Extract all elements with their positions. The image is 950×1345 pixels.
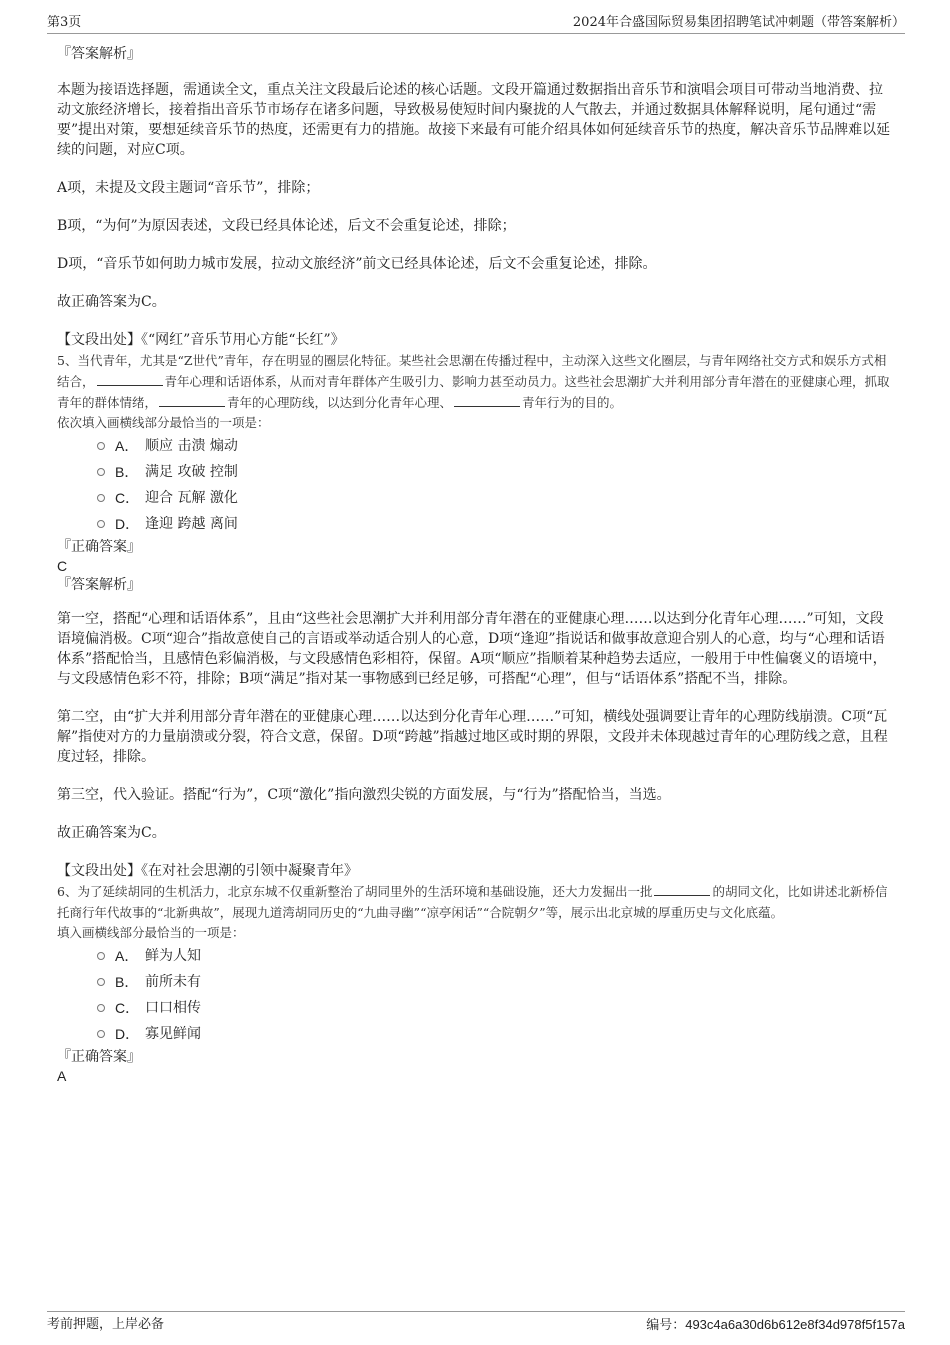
q5-stem-part: 5、当代青年，尤其是“Z世代”青年，存在明显的圈层化特征。某些社会思潮在传播过程中，主动深入这些文化圈层，与青年网络社交方式和娱乐方式相结合， (57, 353, 887, 389)
q5-option-a[interactable] (97, 433, 893, 459)
q5-option-d[interactable] (97, 511, 893, 537)
q6-option-b[interactable] (97, 969, 893, 995)
option-text: 顺应 击溃 煽动 (145, 438, 238, 454)
q6-instruction: 填入画横线部分最恰当的一项是： (57, 925, 245, 940)
q6-option-d[interactable] (97, 1021, 893, 1047)
q6-option-a[interactable] (97, 943, 893, 969)
page-content (57, 44, 893, 1085)
document-id: 编号：493c4a6a30d6b612e8f34d978f5f157a (646, 1317, 905, 1332)
radio-icon[interactable] (97, 442, 105, 450)
q5-option-c[interactable] (97, 485, 893, 511)
q6-stem-part: 6、为了延续胡同的生机活力，北京东城不仅重新整治了胡同里外的生活环境和基础设施，还大力发掘出一批 (57, 884, 653, 899)
option-text: 前所未有 (145, 974, 201, 990)
radio-icon[interactable] (97, 952, 105, 960)
q5-analysis-label: 『答案解析』 (57, 577, 141, 593)
q4-analysis-label: 『答案解析』 (57, 46, 141, 62)
q6-option-c[interactable] (97, 995, 893, 1021)
q5-instruction: 依次填入画横线部分最恰当的一项是： (57, 415, 270, 430)
page-header (47, 14, 905, 34)
option-text: 寡见鲜闻 (145, 1026, 201, 1042)
q5-answer: C (57, 558, 68, 574)
option-text: 迎合 瓦解 激化 (145, 490, 238, 506)
q5-conclusion: 故正确答案为C。 (57, 825, 166, 841)
q6-answer: A (57, 1068, 67, 1084)
option-letter: B． (115, 464, 139, 480)
page-number: 第3页 (47, 15, 82, 30)
q4-source: 【文段出处】《“网红”音乐节用心方能“长红”》 (57, 332, 345, 348)
option-letter: C． (115, 490, 140, 506)
option-text: 满足 攻破 控制 (145, 464, 238, 480)
option-letter: B． (115, 974, 139, 990)
q5-stem-part: 青年行为的目的。 (522, 395, 623, 410)
q5-option-b[interactable] (97, 459, 893, 485)
option-letter: D． (115, 1026, 140, 1042)
radio-icon[interactable] (97, 978, 105, 986)
option-text: 口口相传 (145, 1000, 201, 1016)
option-text: 鲜为人知 (145, 948, 201, 964)
radio-icon[interactable] (97, 1004, 105, 1012)
blank-line (97, 372, 163, 386)
q5-stem-part: 青年心理和话语体系，从而对青年群体产生吸引力、影响力甚至动员力。这些社会思潮扩大并利用部分青年潜在的亚健康心理，抓取青年的群体情绪， (57, 374, 890, 410)
radio-icon[interactable] (97, 1030, 105, 1038)
q6-options (57, 943, 893, 1047)
radio-icon[interactable] (97, 520, 105, 528)
q6-answer-label: 『正确答案』 (57, 1049, 141, 1065)
q5-answer-label: 『正确答案』 (57, 539, 141, 555)
q5-stem (57, 350, 893, 413)
q5-source: 【文段出处】《在对社会思潮的引领中凝聚青年》 (57, 863, 358, 879)
blank-line (654, 882, 710, 896)
q5-analysis-third-blank: 第三空，代入验证。搭配“行为”，C项“激化”指向激烈尖锐的方面发展，与“行为”搭配恰当，当选。 (57, 787, 671, 803)
q4-analysis-option-d: D项，“音乐节如何助力城市发展，拉动文旅经济”前文已经具体论述，后文不会重复论述，排除。 (57, 256, 657, 272)
q4-analysis-paragraph: 本题为接语选择题，需通读全文，重点关注文段最后论述的核心话题。文段开篇通过数据指出音乐节和演唱会项目可带动当地消费、拉动文旅经济增长，接着指出音乐节市场存在诸多问题，导致极易使短时间内聚拢的人气散去，并通过数据具体解释说明，尾句通过“需要”提出对策，要想延续音乐节的热度，还需更有力的措施。故接下来最有可能介绍具体如何延续音乐节的热度，解决音乐节品牌难以延续的问题，对应C项。 (57, 82, 891, 158)
page-footer (47, 1311, 905, 1338)
blank-line (454, 393, 520, 407)
footer-slogan: 考前押题，上岸必备 (47, 1317, 165, 1332)
q5-analysis-second-blank: 第二空，由“扩大并利用部分青年潜在的亚健康心理……以达到分化青年心理……”可知，横线处强调要让青年的心理防线崩溃。C项“瓦解”指使对方的力量崩溃或分裂，符合文意，保留。D项“跨越”指越过地区或时期的界限，文段并未体现越过青年的心理防线之意，且程度过轻，排除。 (57, 709, 888, 765)
q4-conclusion: 故正确答案为C。 (57, 294, 166, 310)
q4-analysis-option-b: B项，“为何”为原因表述，文段已经具体论述，后文不会重复论述，排除； (57, 218, 516, 234)
document-title: 2024年合盛国际贸易集团招聘笔试冲刺题（带答案解析） (572, 15, 905, 30)
option-letter: A． (115, 438, 139, 454)
radio-icon[interactable] (97, 494, 105, 502)
q4-analysis-option-a: A项，未提及文段主题词“音乐节”，排除； (57, 180, 320, 196)
q5-analysis-first-blank: 第一空，搭配“心理和话语体系”，且由“这些社会思潮扩大并利用部分青年潜在的亚健康心理……以达到分化青年心理……”可知，文段语境偏消极。C项“迎合”指故意使自己的言语或举动适合别人的心意，D项“逢迎”指说话和做事故意迎合别人的心意，均与“心理和话语体系”搭配恰当，且感情色彩偏消极，与文段感情色彩相符，保留。A项“顺应”指顺着某种趋势去适应，一般用于中性偏褒义的语境中，与文段感情色彩不符，排除；B项“满足”指对某一事物感到已经足够，可搭配“心理”，但与“话语体系”搭配不当，排除。 (57, 611, 887, 687)
q5-stem-part: 青年的心理防线，以达到分化青年心理、 (227, 395, 453, 410)
option-letter: C． (115, 1000, 140, 1016)
q6-stem-part: 的胡同文化，比如讲述北新桥信托商行年代故事的“北新典故”，展现九道湾胡同历史的“九曲寻幽”“凉亭闲话”“合院朝夕”等，展示出北京城的厚重历史与文化底蕴。 (57, 884, 888, 920)
q6-stem (57, 881, 893, 923)
radio-icon[interactable] (97, 468, 105, 476)
option-letter: D． (115, 516, 140, 532)
q5-options (57, 433, 893, 537)
option-text: 逢迎 跨越 离间 (145, 516, 238, 532)
option-letter: A． (115, 948, 139, 964)
blank-line (159, 393, 225, 407)
